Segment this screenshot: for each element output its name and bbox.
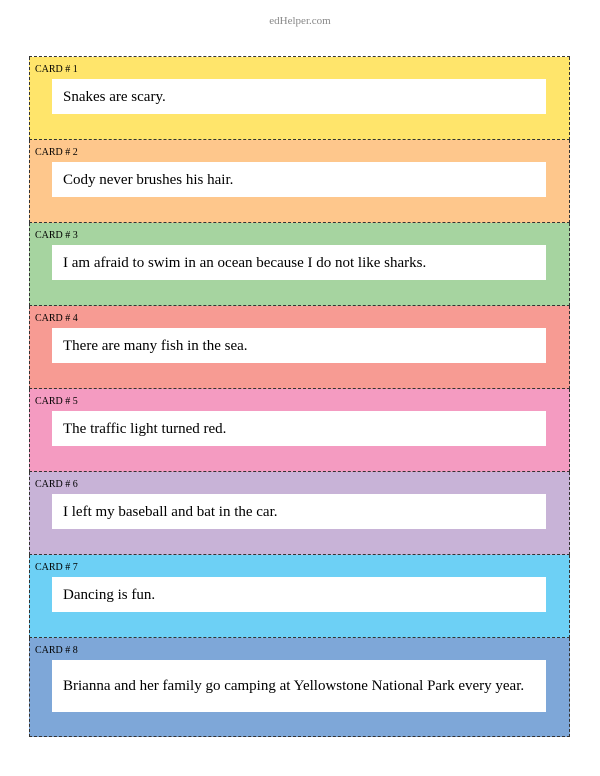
card-3 xyxy=(29,223,570,306)
card-7 xyxy=(29,555,570,638)
card-label: CARD # 6 xyxy=(35,479,78,490)
card-6 xyxy=(29,472,570,555)
site-header: edHelper.com xyxy=(269,15,331,27)
card-4 xyxy=(29,306,570,389)
card-text: Cody never brushes his hair. xyxy=(52,162,546,197)
card-label: CARD # 2 xyxy=(35,147,78,158)
card-text: The traffic light turned red. xyxy=(52,411,546,446)
card-label: CARD # 4 xyxy=(35,313,78,324)
card-text: I am afraid to swim in an ocean because I do not like sharks. xyxy=(52,245,546,280)
card-text: There are many fish in the sea. xyxy=(52,328,546,363)
card-label: CARD # 3 xyxy=(35,230,78,241)
card-text: Dancing is fun. xyxy=(52,577,546,612)
card-text: Snakes are scary. xyxy=(52,79,546,114)
card-list xyxy=(29,56,570,737)
card-label: CARD # 8 xyxy=(35,645,78,656)
card-8 xyxy=(29,638,570,737)
card-1 xyxy=(29,57,570,140)
card-label: CARD # 5 xyxy=(35,396,78,407)
card-text: Brianna and her family go camping at Yellowstone National Park every year. xyxy=(52,660,546,712)
card-label: CARD # 7 xyxy=(35,562,78,573)
card-label: CARD # 1 xyxy=(35,64,78,75)
card-text: I left my baseball and bat in the car. xyxy=(52,494,546,529)
card-2 xyxy=(29,140,570,223)
card-5 xyxy=(29,389,570,472)
